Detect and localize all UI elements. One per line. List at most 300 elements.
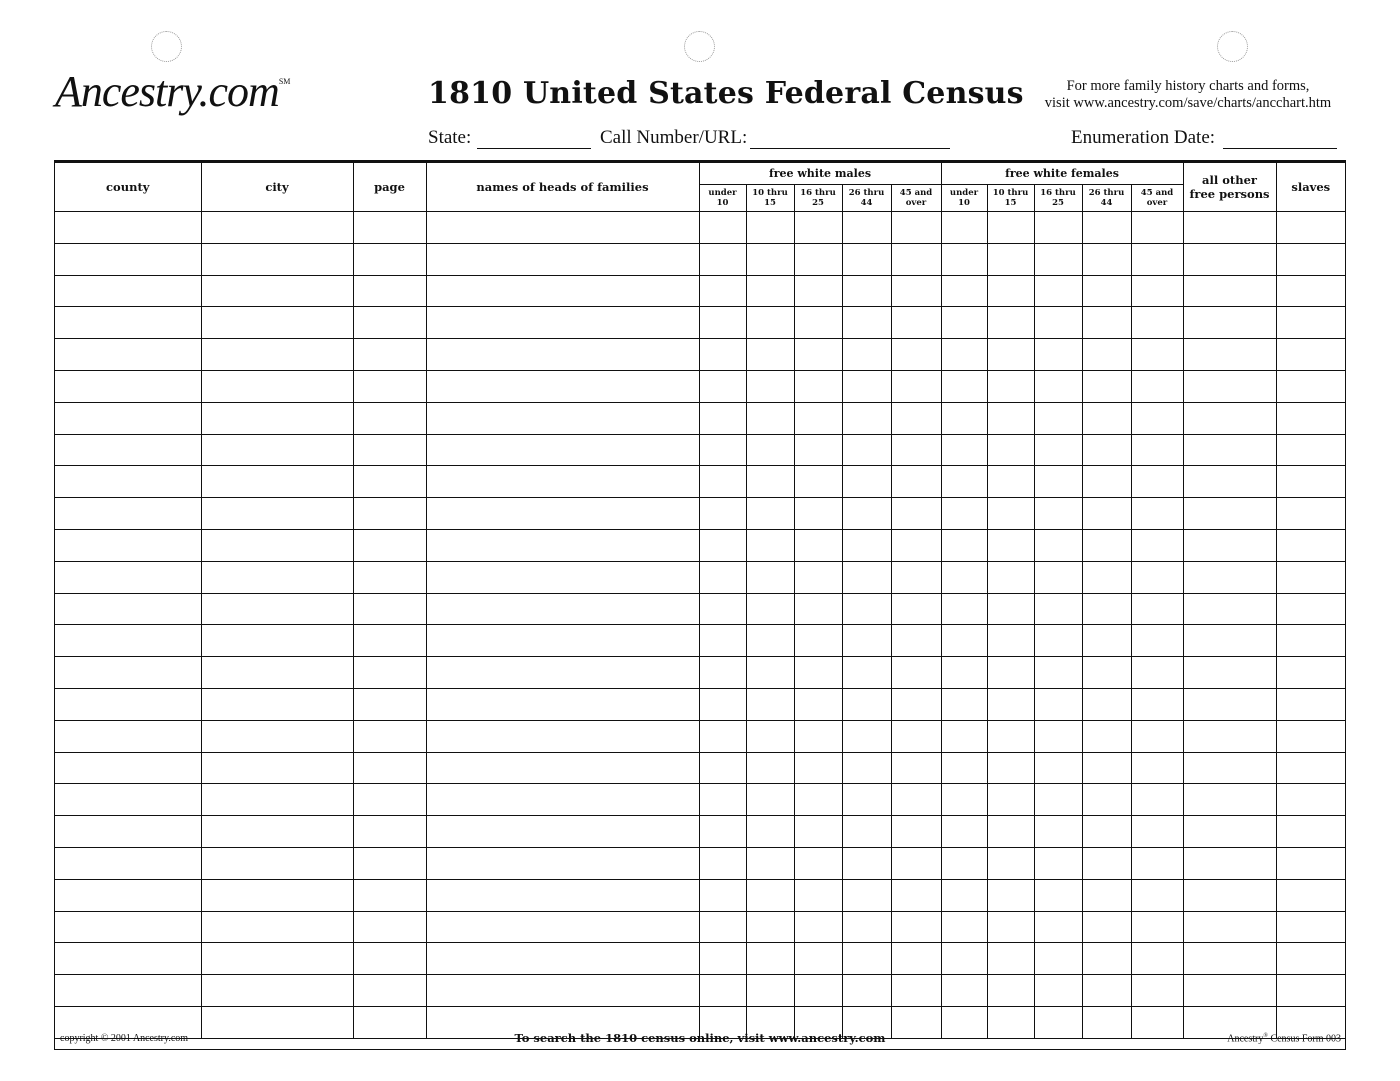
census-cell[interactable] xyxy=(1034,688,1082,720)
census-cell[interactable] xyxy=(353,911,426,943)
census-cell[interactable] xyxy=(1131,275,1183,307)
census-cell[interactable] xyxy=(842,561,891,593)
census-cell[interactable] xyxy=(55,339,201,371)
census-cell[interactable] xyxy=(353,434,426,466)
census-cell[interactable] xyxy=(941,625,987,657)
census-cell[interactable] xyxy=(891,975,941,1007)
census-cell[interactable] xyxy=(987,625,1034,657)
census-cell[interactable] xyxy=(891,339,941,371)
census-cell[interactable] xyxy=(1276,816,1345,848)
census-cell[interactable] xyxy=(55,943,201,975)
census-cell[interactable] xyxy=(1034,625,1082,657)
census-cell[interactable] xyxy=(1276,434,1345,466)
census-cell[interactable] xyxy=(987,243,1034,275)
census-cell[interactable] xyxy=(1034,752,1082,784)
census-cell[interactable] xyxy=(1131,784,1183,816)
census-cell[interactable] xyxy=(201,243,353,275)
census-cell[interactable] xyxy=(941,370,987,402)
census-cell[interactable] xyxy=(746,943,794,975)
census-cell[interactable] xyxy=(1131,529,1183,561)
census-cell[interactable] xyxy=(842,434,891,466)
census-cell[interactable] xyxy=(699,498,746,530)
census-cell[interactable] xyxy=(1276,688,1345,720)
census-cell[interactable] xyxy=(891,593,941,625)
census-cell[interactable] xyxy=(891,784,941,816)
census-cell[interactable] xyxy=(353,370,426,402)
census-cell[interactable] xyxy=(699,466,746,498)
census-cell[interactable] xyxy=(1183,339,1276,371)
census-cell[interactable] xyxy=(1276,720,1345,752)
census-cell[interactable] xyxy=(353,720,426,752)
census-cell[interactable] xyxy=(1034,370,1082,402)
census-cell[interactable] xyxy=(794,307,842,339)
census-cell[interactable] xyxy=(201,847,353,879)
census-cell[interactable] xyxy=(987,434,1034,466)
census-cell[interactable] xyxy=(699,816,746,848)
census-cell[interactable] xyxy=(794,943,842,975)
census-cell[interactable] xyxy=(1131,339,1183,371)
census-cell[interactable] xyxy=(426,593,699,625)
census-cell[interactable] xyxy=(746,243,794,275)
call-number-blank[interactable] xyxy=(750,132,950,149)
census-cell[interactable] xyxy=(55,243,201,275)
census-cell[interactable] xyxy=(699,243,746,275)
census-cell[interactable] xyxy=(426,275,699,307)
census-cell[interactable] xyxy=(794,212,842,244)
census-cell[interactable] xyxy=(1034,466,1082,498)
census-cell[interactable] xyxy=(1276,243,1345,275)
census-cell[interactable] xyxy=(987,498,1034,530)
census-cell[interactable] xyxy=(55,847,201,879)
census-cell[interactable] xyxy=(426,816,699,848)
census-cell[interactable] xyxy=(891,720,941,752)
census-cell[interactable] xyxy=(842,943,891,975)
census-cell[interactable] xyxy=(746,593,794,625)
census-cell[interactable] xyxy=(842,752,891,784)
census-cell[interactable] xyxy=(987,816,1034,848)
census-cell[interactable] xyxy=(55,975,201,1007)
census-cell[interactable] xyxy=(353,657,426,689)
census-cell[interactable] xyxy=(353,816,426,848)
census-cell[interactable] xyxy=(1276,625,1345,657)
census-cell[interactable] xyxy=(426,911,699,943)
census-cell[interactable] xyxy=(987,370,1034,402)
census-cell[interactable] xyxy=(794,657,842,689)
census-cell[interactable] xyxy=(891,434,941,466)
census-cell[interactable] xyxy=(746,212,794,244)
census-cell[interactable] xyxy=(987,212,1034,244)
census-cell[interactable] xyxy=(353,529,426,561)
census-cell[interactable] xyxy=(353,402,426,434)
census-cell[interactable] xyxy=(1276,752,1345,784)
census-cell[interactable] xyxy=(842,816,891,848)
census-cell[interactable] xyxy=(426,943,699,975)
census-cell[interactable] xyxy=(426,243,699,275)
census-cell[interactable] xyxy=(353,752,426,784)
census-cell[interactable] xyxy=(1082,561,1131,593)
census-cell[interactable] xyxy=(55,434,201,466)
census-cell[interactable] xyxy=(794,466,842,498)
census-cell[interactable] xyxy=(891,370,941,402)
census-cell[interactable] xyxy=(201,212,353,244)
census-cell[interactable] xyxy=(1183,911,1276,943)
census-cell[interactable] xyxy=(1276,212,1345,244)
census-cell[interactable] xyxy=(699,911,746,943)
census-cell[interactable] xyxy=(1276,847,1345,879)
census-cell[interactable] xyxy=(1183,402,1276,434)
census-cell[interactable] xyxy=(842,911,891,943)
census-cell[interactable] xyxy=(746,370,794,402)
census-cell[interactable] xyxy=(1276,561,1345,593)
census-cell[interactable] xyxy=(1082,943,1131,975)
census-cell[interactable] xyxy=(201,657,353,689)
census-cell[interactable] xyxy=(1183,593,1276,625)
census-cell[interactable] xyxy=(201,498,353,530)
census-cell[interactable] xyxy=(1276,975,1345,1007)
census-cell[interactable] xyxy=(353,307,426,339)
census-cell[interactable] xyxy=(1183,212,1276,244)
census-cell[interactable] xyxy=(987,593,1034,625)
census-cell[interactable] xyxy=(891,402,941,434)
census-cell[interactable] xyxy=(55,561,201,593)
census-cell[interactable] xyxy=(1082,434,1131,466)
census-cell[interactable] xyxy=(1183,561,1276,593)
census-cell[interactable] xyxy=(426,370,699,402)
census-cell[interactable] xyxy=(55,466,201,498)
census-cell[interactable] xyxy=(426,720,699,752)
census-cell[interactable] xyxy=(353,339,426,371)
census-cell[interactable] xyxy=(987,911,1034,943)
census-cell[interactable] xyxy=(941,847,987,879)
census-cell[interactable] xyxy=(426,879,699,911)
census-cell[interactable] xyxy=(941,752,987,784)
census-cell[interactable] xyxy=(842,784,891,816)
census-cell[interactable] xyxy=(891,752,941,784)
census-cell[interactable] xyxy=(201,879,353,911)
census-cell[interactable] xyxy=(746,339,794,371)
census-cell[interactable] xyxy=(426,752,699,784)
census-cell[interactable] xyxy=(987,943,1034,975)
census-cell[interactable] xyxy=(941,943,987,975)
census-cell[interactable] xyxy=(746,975,794,1007)
census-cell[interactable] xyxy=(842,339,891,371)
census-cell[interactable] xyxy=(891,879,941,911)
census-cell[interactable] xyxy=(1276,370,1345,402)
census-cell[interactable] xyxy=(1034,816,1082,848)
census-cell[interactable] xyxy=(201,593,353,625)
census-cell[interactable] xyxy=(842,498,891,530)
census-cell[interactable] xyxy=(353,498,426,530)
census-cell[interactable] xyxy=(55,275,201,307)
census-cell[interactable] xyxy=(842,466,891,498)
census-cell[interactable] xyxy=(842,370,891,402)
census-cell[interactable] xyxy=(1131,720,1183,752)
census-cell[interactable] xyxy=(794,593,842,625)
census-cell[interactable] xyxy=(55,402,201,434)
census-cell[interactable] xyxy=(891,466,941,498)
census-cell[interactable] xyxy=(426,434,699,466)
census-cell[interactable] xyxy=(1183,657,1276,689)
census-cell[interactable] xyxy=(746,720,794,752)
census-cell[interactable] xyxy=(842,402,891,434)
census-cell[interactable] xyxy=(1276,339,1345,371)
census-cell[interactable] xyxy=(941,816,987,848)
census-cell[interactable] xyxy=(699,784,746,816)
census-cell[interactable] xyxy=(1082,784,1131,816)
census-cell[interactable] xyxy=(746,879,794,911)
census-cell[interactable] xyxy=(941,593,987,625)
census-cell[interactable] xyxy=(201,943,353,975)
census-cell[interactable] xyxy=(794,847,842,879)
census-cell[interactable] xyxy=(699,370,746,402)
census-cell[interactable] xyxy=(941,402,987,434)
census-cell[interactable] xyxy=(987,975,1034,1007)
census-cell[interactable] xyxy=(699,943,746,975)
census-cell[interactable] xyxy=(891,688,941,720)
census-cell[interactable] xyxy=(353,879,426,911)
census-cell[interactable] xyxy=(842,243,891,275)
census-cell[interactable] xyxy=(1183,275,1276,307)
census-cell[interactable] xyxy=(1082,370,1131,402)
census-cell[interactable] xyxy=(941,657,987,689)
census-cell[interactable] xyxy=(1131,307,1183,339)
census-cell[interactable] xyxy=(891,529,941,561)
census-cell[interactable] xyxy=(699,625,746,657)
census-cell[interactable] xyxy=(1034,339,1082,371)
census-cell[interactable] xyxy=(1131,752,1183,784)
census-cell[interactable] xyxy=(1131,561,1183,593)
census-cell[interactable] xyxy=(55,816,201,848)
census-cell[interactable] xyxy=(842,688,891,720)
census-cell[interactable] xyxy=(746,784,794,816)
census-cell[interactable] xyxy=(987,466,1034,498)
census-cell[interactable] xyxy=(794,784,842,816)
census-cell[interactable] xyxy=(891,625,941,657)
census-cell[interactable] xyxy=(941,434,987,466)
census-cell[interactable] xyxy=(426,529,699,561)
census-cell[interactable] xyxy=(941,498,987,530)
census-cell[interactable] xyxy=(699,720,746,752)
census-cell[interactable] xyxy=(941,720,987,752)
census-cell[interactable] xyxy=(794,370,842,402)
census-cell[interactable] xyxy=(1131,402,1183,434)
census-cell[interactable] xyxy=(941,561,987,593)
census-cell[interactable] xyxy=(1183,943,1276,975)
census-cell[interactable] xyxy=(1276,307,1345,339)
census-cell[interactable] xyxy=(891,275,941,307)
census-cell[interactable] xyxy=(941,879,987,911)
census-cell[interactable] xyxy=(794,752,842,784)
state-blank[interactable] xyxy=(477,132,591,149)
census-cell[interactable] xyxy=(1034,434,1082,466)
census-cell[interactable] xyxy=(426,657,699,689)
census-cell[interactable] xyxy=(1183,975,1276,1007)
census-cell[interactable] xyxy=(987,561,1034,593)
census-cell[interactable] xyxy=(55,370,201,402)
census-cell[interactable] xyxy=(1276,943,1345,975)
census-cell[interactable] xyxy=(746,561,794,593)
census-cell[interactable] xyxy=(426,625,699,657)
census-cell[interactable] xyxy=(1131,975,1183,1007)
census-cell[interactable] xyxy=(891,911,941,943)
census-cell[interactable] xyxy=(1082,212,1131,244)
census-cell[interactable] xyxy=(1082,657,1131,689)
census-cell[interactable] xyxy=(699,975,746,1007)
census-cell[interactable] xyxy=(746,402,794,434)
census-cell[interactable] xyxy=(201,402,353,434)
census-cell[interactable] xyxy=(794,720,842,752)
census-cell[interactable] xyxy=(842,657,891,689)
census-cell[interactable] xyxy=(699,657,746,689)
census-cell[interactable] xyxy=(1183,307,1276,339)
census-cell[interactable] xyxy=(746,816,794,848)
census-cell[interactable] xyxy=(842,212,891,244)
census-cell[interactable] xyxy=(699,847,746,879)
census-cell[interactable] xyxy=(1034,561,1082,593)
census-cell[interactable] xyxy=(794,402,842,434)
census-cell[interactable] xyxy=(842,975,891,1007)
census-cell[interactable] xyxy=(1034,212,1082,244)
census-cell[interactable] xyxy=(55,625,201,657)
census-cell[interactable] xyxy=(1131,625,1183,657)
census-cell[interactable] xyxy=(1034,243,1082,275)
census-cell[interactable] xyxy=(1183,688,1276,720)
census-cell[interactable] xyxy=(987,657,1034,689)
census-cell[interactable] xyxy=(987,402,1034,434)
census-cell[interactable] xyxy=(891,243,941,275)
census-cell[interactable] xyxy=(699,402,746,434)
census-cell[interactable] xyxy=(55,688,201,720)
census-cell[interactable] xyxy=(353,943,426,975)
census-cell[interactable] xyxy=(201,434,353,466)
census-cell[interactable] xyxy=(353,243,426,275)
census-cell[interactable] xyxy=(1082,529,1131,561)
census-cell[interactable] xyxy=(699,275,746,307)
census-cell[interactable] xyxy=(1034,943,1082,975)
census-cell[interactable] xyxy=(941,688,987,720)
census-cell[interactable] xyxy=(1183,625,1276,657)
census-cell[interactable] xyxy=(746,752,794,784)
census-cell[interactable] xyxy=(941,466,987,498)
census-cell[interactable] xyxy=(1131,688,1183,720)
census-cell[interactable] xyxy=(1183,529,1276,561)
census-cell[interactable] xyxy=(1034,307,1082,339)
census-cell[interactable] xyxy=(746,466,794,498)
census-cell[interactable] xyxy=(201,720,353,752)
census-cell[interactable] xyxy=(426,975,699,1007)
census-cell[interactable] xyxy=(941,212,987,244)
census-cell[interactable] xyxy=(1082,720,1131,752)
census-cell[interactable] xyxy=(1082,498,1131,530)
census-cell[interactable] xyxy=(201,561,353,593)
census-cell[interactable] xyxy=(353,466,426,498)
census-cell[interactable] xyxy=(987,529,1034,561)
census-cell[interactable] xyxy=(55,307,201,339)
census-cell[interactable] xyxy=(1131,657,1183,689)
census-cell[interactable] xyxy=(1034,720,1082,752)
census-cell[interactable] xyxy=(699,593,746,625)
census-cell[interactable] xyxy=(1082,879,1131,911)
census-cell[interactable] xyxy=(1082,243,1131,275)
census-cell[interactable] xyxy=(699,529,746,561)
census-cell[interactable] xyxy=(794,816,842,848)
census-cell[interactable] xyxy=(842,879,891,911)
census-cell[interactable] xyxy=(699,561,746,593)
census-cell[interactable] xyxy=(353,625,426,657)
census-cell[interactable] xyxy=(1082,816,1131,848)
census-cell[interactable] xyxy=(1183,879,1276,911)
census-cell[interactable] xyxy=(1131,243,1183,275)
census-cell[interactable] xyxy=(941,975,987,1007)
census-cell[interactable] xyxy=(1183,243,1276,275)
census-cell[interactable] xyxy=(201,911,353,943)
census-cell[interactable] xyxy=(201,370,353,402)
census-cell[interactable] xyxy=(891,816,941,848)
census-cell[interactable] xyxy=(987,688,1034,720)
census-cell[interactable] xyxy=(987,784,1034,816)
census-cell[interactable] xyxy=(1131,816,1183,848)
census-cell[interactable] xyxy=(941,339,987,371)
census-cell[interactable] xyxy=(426,307,699,339)
census-cell[interactable] xyxy=(353,212,426,244)
census-cell[interactable] xyxy=(1034,784,1082,816)
census-cell[interactable] xyxy=(1034,593,1082,625)
census-cell[interactable] xyxy=(201,816,353,848)
census-cell[interactable] xyxy=(746,307,794,339)
census-cell[interactable] xyxy=(699,752,746,784)
census-cell[interactable] xyxy=(55,657,201,689)
census-cell[interactable] xyxy=(842,847,891,879)
census-cell[interactable] xyxy=(1034,402,1082,434)
census-cell[interactable] xyxy=(1183,720,1276,752)
enumeration-date-blank[interactable] xyxy=(1223,132,1337,149)
census-cell[interactable] xyxy=(353,275,426,307)
census-cell[interactable] xyxy=(699,879,746,911)
census-cell[interactable] xyxy=(699,434,746,466)
census-cell[interactable] xyxy=(426,498,699,530)
census-cell[interactable] xyxy=(1276,593,1345,625)
census-cell[interactable] xyxy=(1034,498,1082,530)
census-cell[interactable] xyxy=(1131,498,1183,530)
census-cell[interactable] xyxy=(55,752,201,784)
census-cell[interactable] xyxy=(1082,307,1131,339)
census-cell[interactable] xyxy=(987,752,1034,784)
census-cell[interactable] xyxy=(794,529,842,561)
census-cell[interactable] xyxy=(1276,529,1345,561)
census-cell[interactable] xyxy=(891,847,941,879)
census-cell[interactable] xyxy=(1082,275,1131,307)
census-cell[interactable] xyxy=(353,593,426,625)
census-cell[interactable] xyxy=(1082,466,1131,498)
census-cell[interactable] xyxy=(201,688,353,720)
census-cell[interactable] xyxy=(55,593,201,625)
census-cell[interactable] xyxy=(941,911,987,943)
census-cell[interactable] xyxy=(1131,879,1183,911)
census-cell[interactable] xyxy=(426,784,699,816)
census-cell[interactable] xyxy=(353,847,426,879)
census-cell[interactable] xyxy=(746,657,794,689)
census-cell[interactable] xyxy=(842,307,891,339)
census-cell[interactable] xyxy=(1131,370,1183,402)
census-cell[interactable] xyxy=(1276,911,1345,943)
census-cell[interactable] xyxy=(1131,593,1183,625)
census-cell[interactable] xyxy=(794,625,842,657)
census-cell[interactable] xyxy=(1276,466,1345,498)
census-cell[interactable] xyxy=(941,529,987,561)
census-cell[interactable] xyxy=(1276,275,1345,307)
census-cell[interactable] xyxy=(891,657,941,689)
census-cell[interactable] xyxy=(842,529,891,561)
